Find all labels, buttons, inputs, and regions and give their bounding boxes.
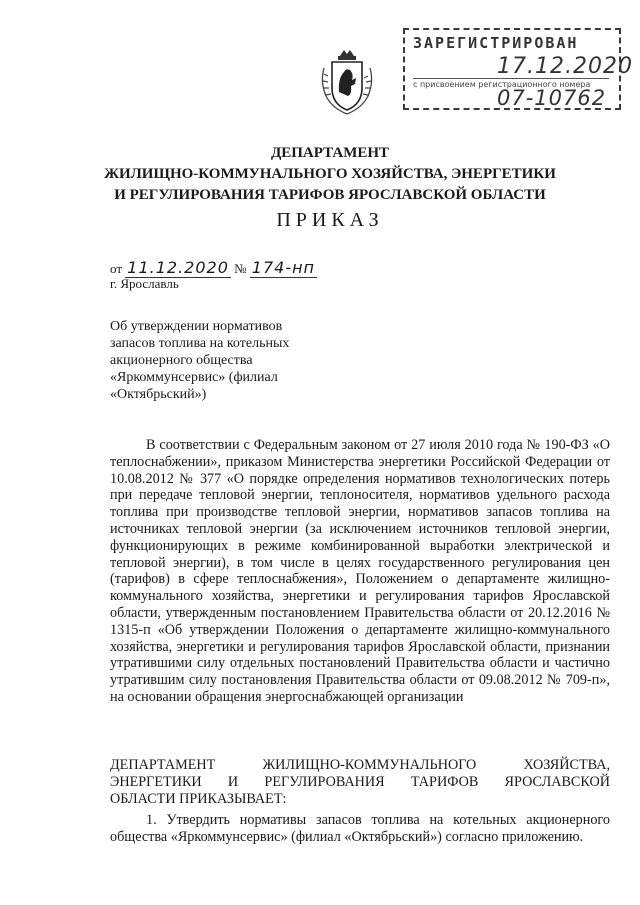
- stamp-date: 17.12.2020: [497, 54, 633, 79]
- order-item-1: 1. Утвердить нормативы запасов топлива на котельных акционерного общества «Яркоммунсервис» (филиал «Октябрьский») согласно приложению.: [110, 812, 610, 845]
- stamp-number: 07-10762: [497, 86, 607, 110]
- orders-line-2: ЭНЕРГЕТИКИ И РЕГУЛИРОВАНИЯ ТАРИФОВ ЯРОСЛАВСКОЙ: [110, 774, 610, 790]
- preamble-paragraph: В соответствии с Федеральным законом от 27 июля 2010 года № 190-ФЗ «О теплоснабжении», приказом Министерства энергетики Российской Федерации от 10.08.2012 № 377 «О порядке определения нормативов технологических потерь при передаче тепловой энергии, теплоносителя, нормативов удельного расхода топлива при производстве тепловой энергии, нормативов запасов топлива на источниках тепловой энергии (за исключением источников тепловой энергии, функционирующих в режиме комбинированной выработки электрической и тепловой энергии), в том числе в целях государственного регулирования цен (тарифов) в сфере теплоснабжения», Положением о департаменте жилищно-коммунального хозяйства, энергетики и регулирования тарифов Ярославской области, утвержденным постановлением Правительства области от 20.12.2016 № 1315-п «Об утверждении Положения о департаменте жилищно-коммунального хозяйства, энергетики и регулирования тарифов Ярославской области, признании утратившими силу отдельных постановлений Правительства области и частично утратившим силу постановления Правительства области от 09.08.2012 № 709-п», на основании обращения энергоснабжающей организации: [110, 437, 610, 705]
- date-prefix: от: [110, 261, 123, 276]
- stamp-note: с присвоением регистрационного номера: [413, 78, 609, 89]
- city: г. Ярославль: [110, 276, 179, 291]
- department-line2: ЖИЛИЩНО-КОММУНАЛЬНОГО ХОЗЯЙСТВА, ЭНЕРГЕТИКИ: [104, 166, 556, 182]
- order-subject: Об утверждении нормативов запасов топлива на котельных акционерного общества «Яркоммунсервис» (филиал «Октябрьский»): [110, 319, 290, 402]
- orders-line-1: ДЕПАРТАМЕНТ ЖИЛИЩНО-КОММУНАЛЬНОГО ХОЗЯЙСТВА,: [110, 757, 610, 773]
- registration-stamp: [403, 28, 633, 110]
- order-title: ПРИКАЗ: [276, 209, 384, 231]
- stamp-title: ЗАРЕГИСТРИРОВАН: [413, 34, 579, 52]
- coat-of-arms-icon: [318, 48, 376, 116]
- orders-line-3: ОБЛАСТИ ПРИКАЗЫВАЕТ:: [110, 791, 287, 807]
- department-line1: ДЕПАРТАМЕНТ: [270, 145, 390, 161]
- order-number: 174-нп: [251, 258, 316, 277]
- number-prefix: №: [234, 261, 247, 276]
- order-date-number: [110, 258, 317, 277]
- department-line3: И РЕГУЛИРОВАНИЯ ТАРИФОВ ЯРОСЛАВСКОЙ ОБЛАСТИ: [114, 187, 546, 203]
- order-date: 11.12.2020: [127, 258, 229, 277]
